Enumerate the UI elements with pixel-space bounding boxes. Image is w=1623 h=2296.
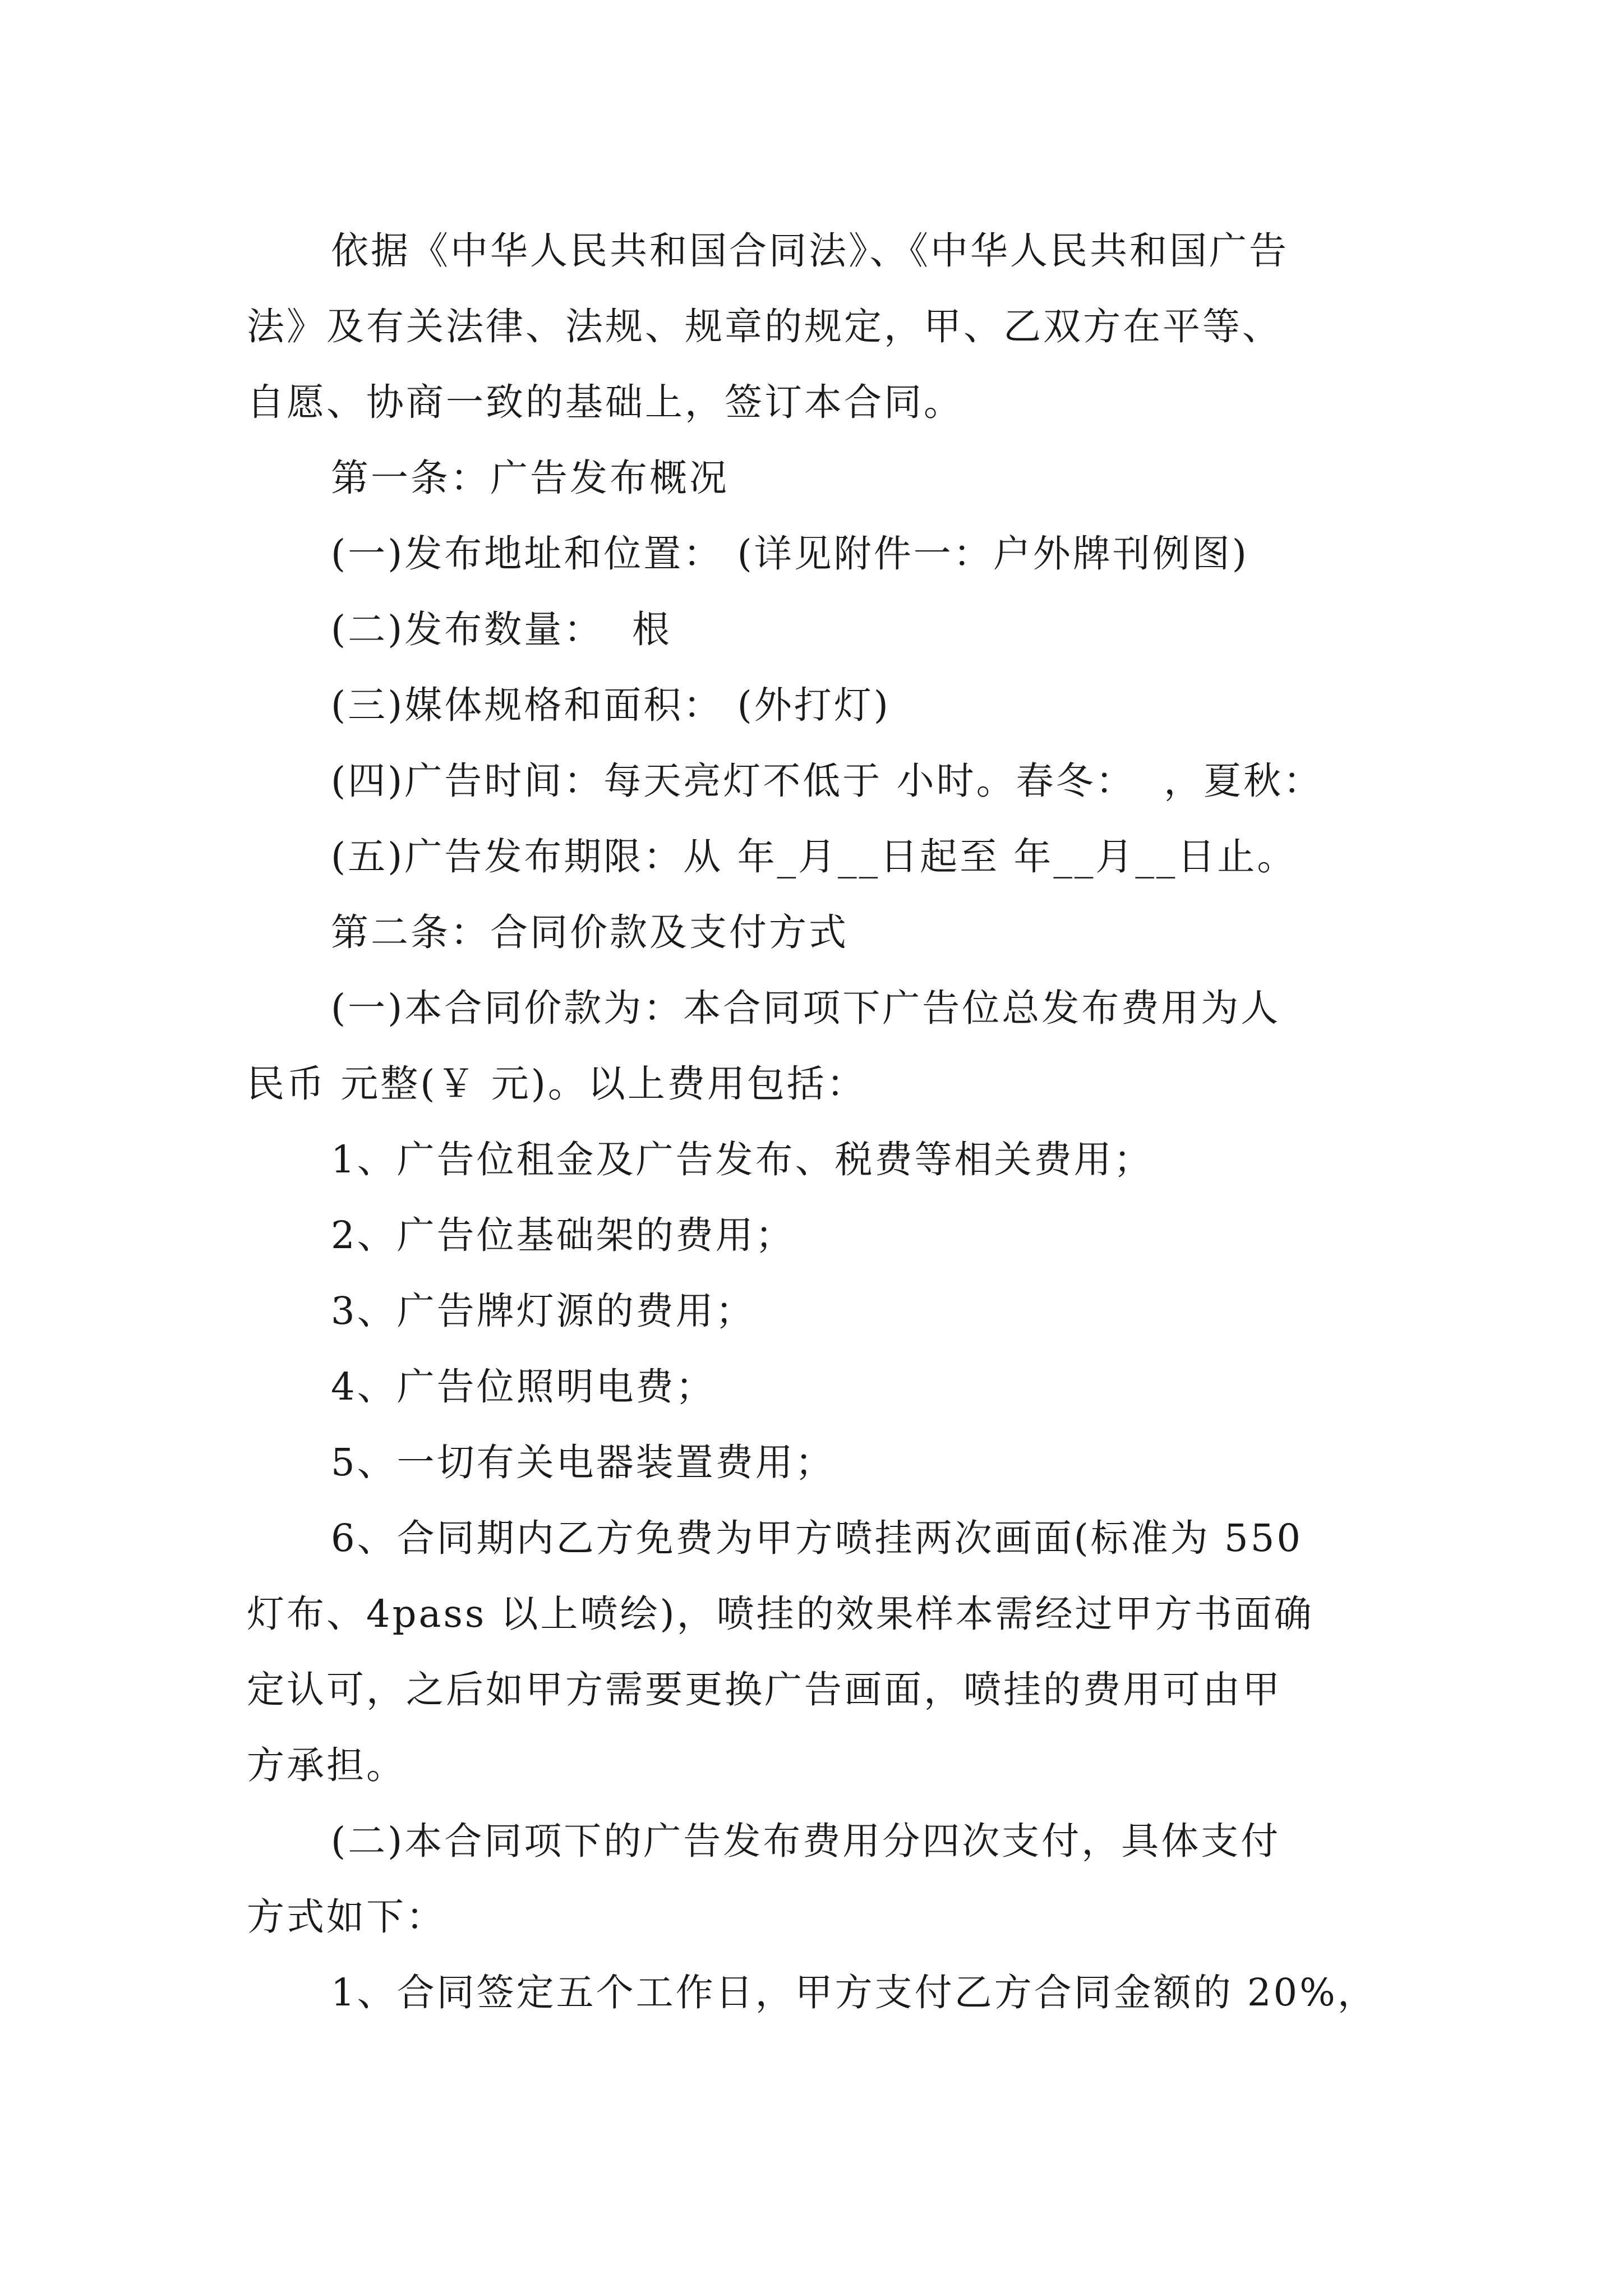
article-heading: 第二条：合同价款及支付方式 [331, 910, 849, 954]
clause-line: (一)本合同价款为：本合同项下广告位总发布费用为人 [331, 986, 1281, 1030]
article-heading: 第一条：广告发布概况 [331, 456, 729, 500]
list-item: 1、合同签定五个工作日，甲方支付乙方合同金额的 20%， [331, 1971, 1377, 2014]
clause-line: (四)广告时间：每天亮灯不低于 小时。春冬： ，夏秋： [331, 759, 1324, 803]
paragraph-line: 法》及有关法律、法规、规章的规定，甲、乙双方在平等、 [247, 305, 1282, 348]
list-item-continuation: 定认可，之后如甲方需要更换广告画面，喷挂的费用可由甲 [247, 1668, 1282, 1711]
paragraph-line: 自愿、协商一致的基础上，签订本合同。 [247, 380, 963, 424]
clause-line: (三)媒体规格和面积： (外打灯) [331, 683, 891, 727]
list-item-continuation: 灯布、4pass 以上喷绘)，喷挂的效果样本需经过甲方书面确 [247, 1592, 1314, 1636]
paragraph-line: 依据《中华人民共和国合同法》、《中华人民共和国广告 [331, 229, 1289, 273]
list-item: 1、广告位租金及广告发布、税费等相关费用； [331, 1138, 1154, 1181]
clause-line: (二)本合同项下的广告发布费用分四次支付，具体支付 [331, 1819, 1281, 1863]
list-item: 3、广告牌灯源的费用； [331, 1289, 755, 1333]
list-item: 4、广告位照明电费； [331, 1365, 716, 1409]
clause-line: (五)广告发布期限：从 年_月__日起至 年__月__日止。 [331, 835, 1297, 878]
clause-line: (二)发布数量： 根 [331, 608, 672, 651]
list-item-continuation: 方承担。 [247, 1743, 406, 1787]
clause-line: 方式如下： [247, 1895, 446, 1939]
list-item: 2、广告位基础架的费用； [331, 1213, 795, 1257]
list-item: 5、一切有关电器装置费用； [331, 1441, 835, 1484]
clause-line: 民币 元整(￥ 元)。以上费用包括： [247, 1062, 866, 1106]
clause-line: (一)发布地址和位置： (详见附件一：户外牌刊例图) [331, 532, 1249, 576]
list-item: 6、合同期内乙方免费为甲方喷挂两次画面(标准为 550 [331, 1516, 1303, 1560]
document-body [247, 213, 1396, 2031]
